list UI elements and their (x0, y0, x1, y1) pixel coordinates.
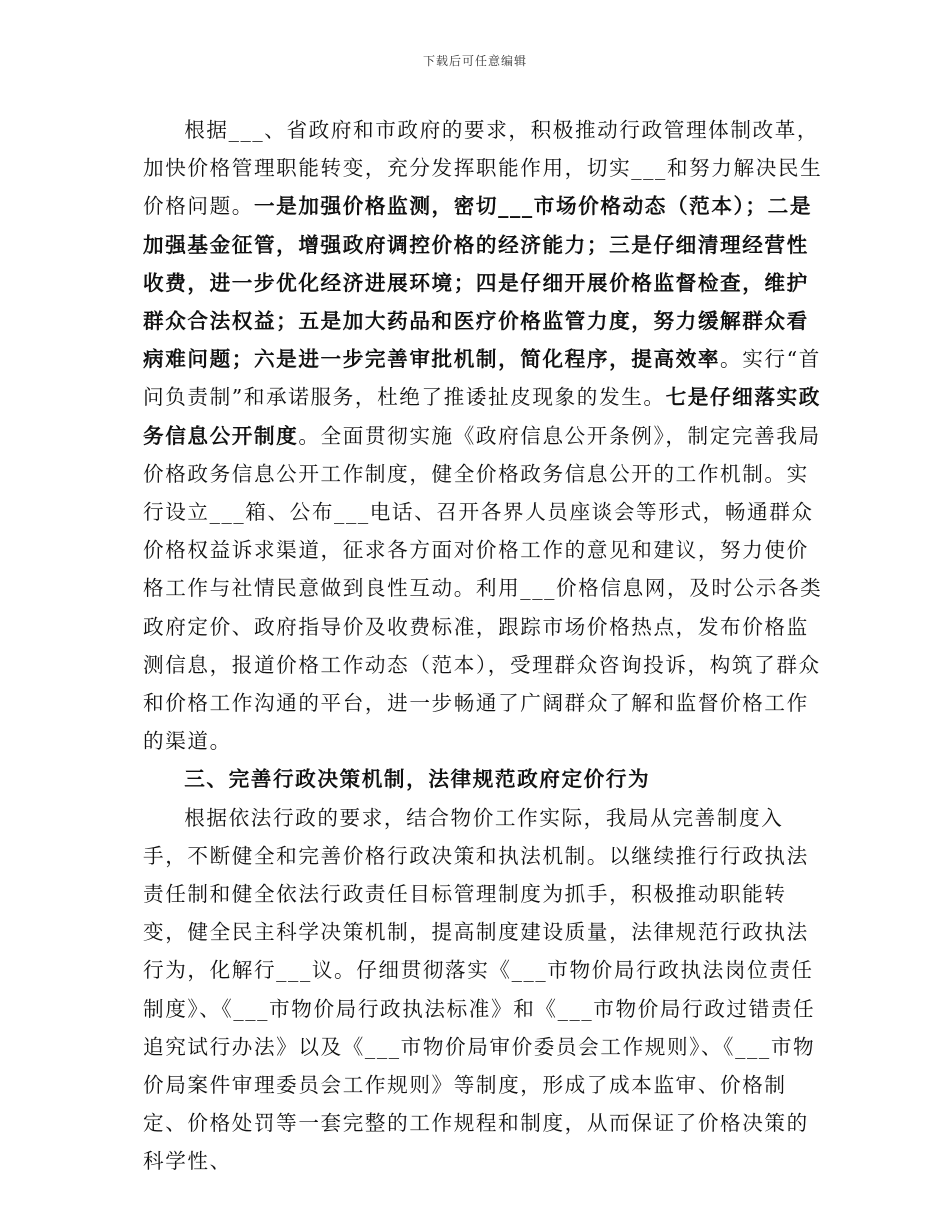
bold-text-run: 一是加强价格监测，密切___市场价格动态（范本）；二是加强基金征管，增强政府调控价格的经济能力；三是仔细清理经营性收费，进一步优化经济进展环境；四是仔细开展价格监督检查，维护群众合法权益；五是加大药品和医疗价格监管力度，努力缓解群众看病难问题；六是进一步完善审批机制，简化程序，提高效率 (143, 194, 813, 372)
text-run: 。实行“首问负责制”和承诺服务，杜绝了推诿扯皮现象的发生。 (143, 347, 821, 410)
page-header-note: 下载后可任意编辑 (422, 54, 527, 68)
section-paragraph: 根据依法行政的要求，结合物价工作实际，我局从完善制度入手，不断健全和完善价格行政决策和执法机制。以继续推行行政执法责任制和健全依法行政责任目标管理制度为抓手，积极推动职能转变，健全民主科学决策机制，提高制度建设质量，法律规范行政执法行为，化解行___议。仔细贯彻落实《___市物价局行政执法岗位责任制度》、《___市物价局行政执法标准》和《___市物价局行政过错责任追究试行办法》以及《___市物价局审价委员会工作规则》、《___市物价局案件审理委员会工作规则》等制度，形成了成本监审、价格制定、价格处罚等一套完整的工作规程和制度，从而保证了价格决策的科学性、 (143, 805, 816, 1174)
document-body (143, 111, 823, 1181)
section-heading: 三、完善行政决策机制，法律规范政府定价行为 (184, 767, 651, 792)
text-run: 根据___、省政府和市政府的要求，积极推动行政管理体制改革，加快价格管理职能转变，充分发挥职能作用，切实___和努力解决民生价格问题。 (143, 118, 823, 219)
paragraph-1 (143, 111, 823, 760)
bold-text-run: 七是仔细落实政务信息公开制度 (143, 385, 821, 448)
text-run: 。全面贯彻实施《政府信息公开条例》，制定完善我局价格政务信息公开工作制度，健全价格政务信息公开的工作机制。实行设立___箱、公布___电话、召开各界人员座谈会等形式，畅通群众价格权益诉求渠道，征求各方面对价格工作的意见和建议，努力使价格工作与社情民意做到良性互动。利用___价格信息网，及时公示各类政府定价、政府指导价及收费标准，跟踪市场价格热点，发布价格监测信息，报道价格工作动态（范本），受理群众咨询投诉，构筑了群众和价格工作沟通的平台，进一步畅通了广阔群众了解和监督价格工作的渠道。 (143, 423, 823, 754)
